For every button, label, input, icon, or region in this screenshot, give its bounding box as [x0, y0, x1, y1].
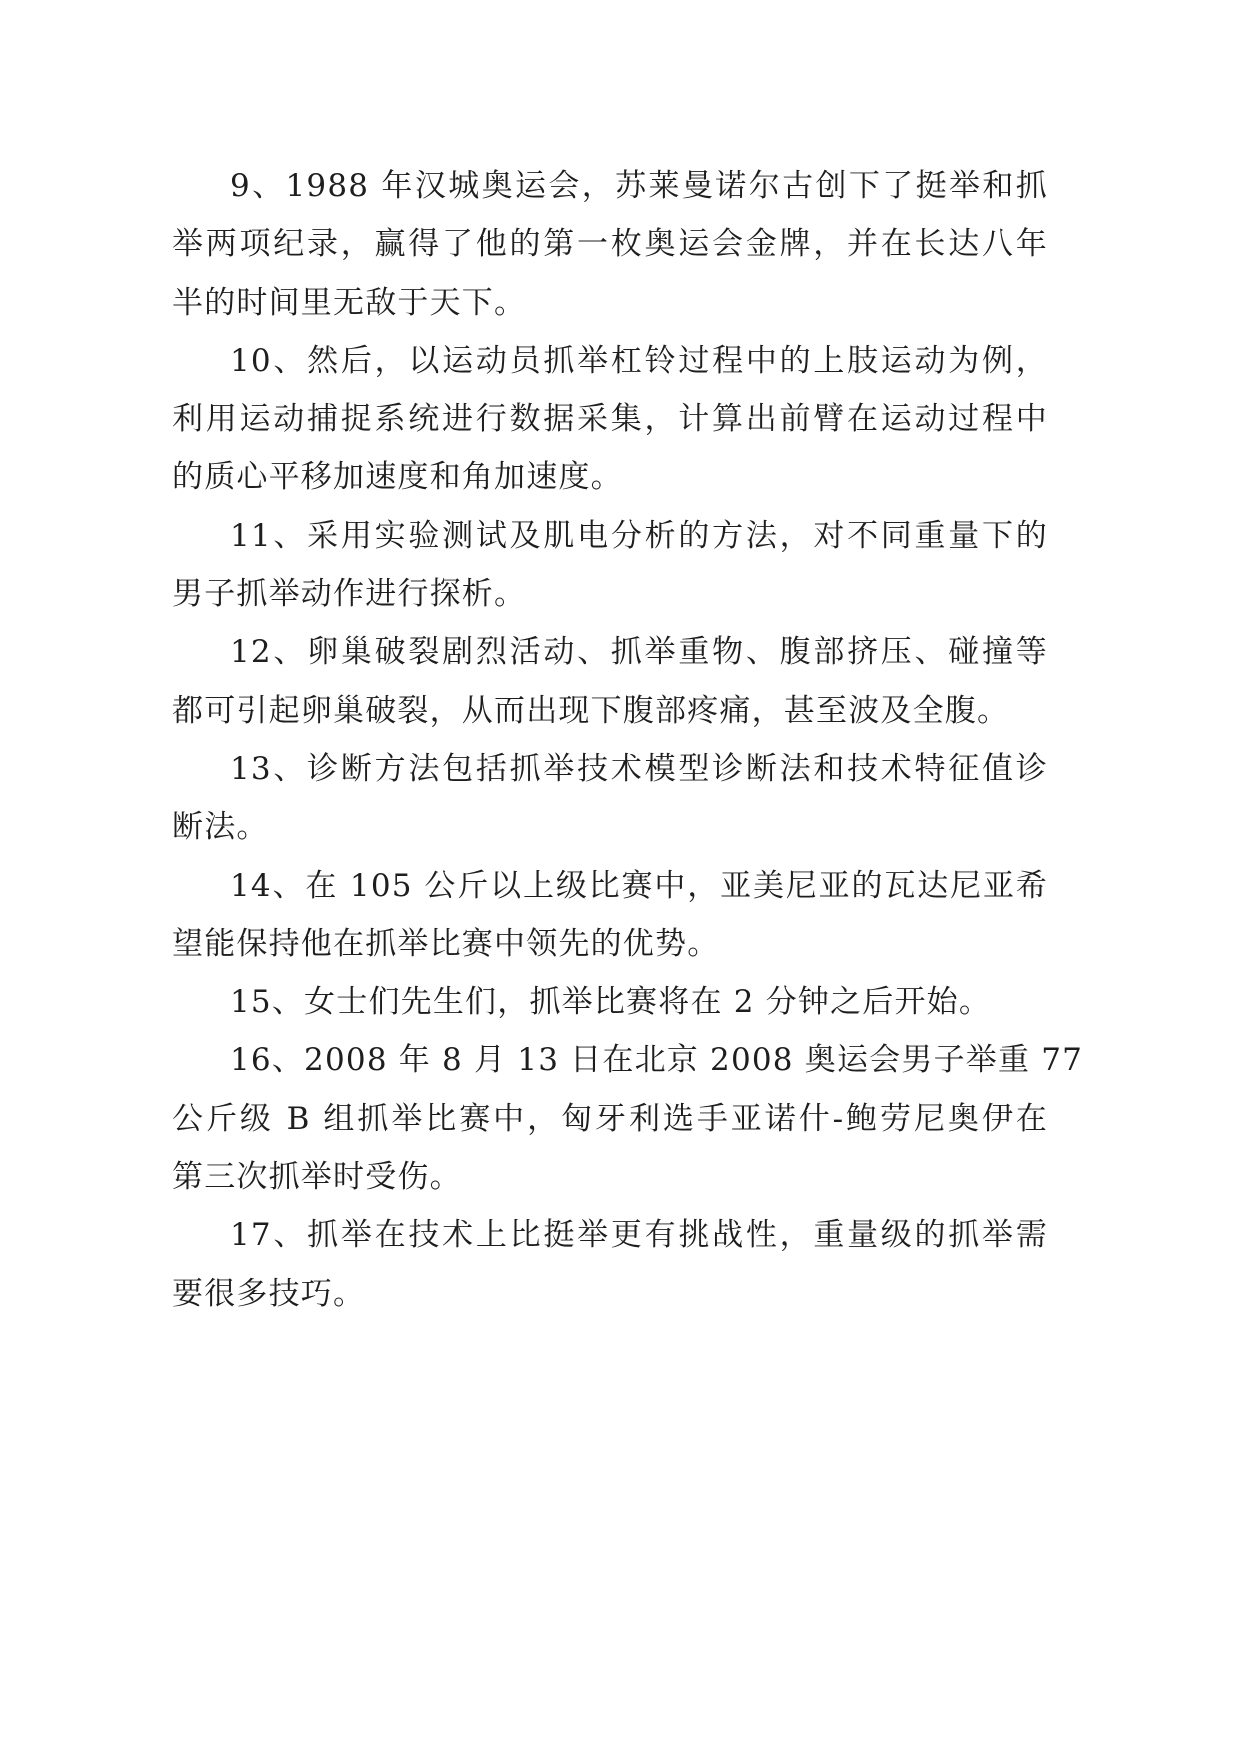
paragraph-line: 17、抓举在技术上比挺举更有挑战性，重量级的抓举需 [230, 1217, 1048, 1254]
paragraph-item-14 [172, 857, 1072, 974]
paragraph-line: 半的时间里无敌于天下。 [172, 284, 527, 321]
paragraph-line: 公斤级 B 组抓举比赛中，匈牙利选手亚诺什-鲍劳尼奥伊在 [172, 1100, 1048, 1137]
paragraph-line: 的质心平移加速度和角加速度。 [172, 459, 623, 496]
paragraph-line: 利用运动捕捉系统进行数据采集，计算出前臂在运动过程中 [172, 401, 1048, 438]
paragraph-line: 11、采用实验测试及肌电分析的方法，对不同重量下的 [230, 517, 1048, 554]
paragraph-item-13 [172, 740, 1072, 857]
paragraph-item-11 [172, 507, 1072, 624]
paragraph-line: 13、诊断方法包括抓举技术模型诊断法和技术特征值诊 [230, 750, 1048, 787]
paragraph-item-12 [172, 623, 1072, 740]
paragraph-item-15 [172, 973, 1072, 1031]
paragraph-item-17 [172, 1206, 1072, 1323]
paragraph-line: 望能保持他在抓举比赛中领先的优势。 [172, 925, 720, 962]
paragraph-line: 都可引起卵巢破裂，从而出现下腹部疼痛，甚至波及全腹。 [172, 692, 1010, 729]
paragraph-line: 16、2008 年 8 月 13 日在北京 2008 奥运会男子举重 77 [230, 1042, 1084, 1079]
paragraph-item-9 [172, 157, 1072, 332]
paragraph-line: 男子抓举动作进行探析。 [172, 576, 527, 613]
paragraph-item-10 [172, 332, 1072, 507]
paragraph-line: 9、1988 年汉城奥运会，苏莱曼诺尔古创下了挺举和抓 [230, 168, 1048, 204]
paragraph-line: 要很多技巧。 [172, 1275, 366, 1312]
document-body [172, 157, 1084, 1323]
paragraph-item-16 [172, 1031, 1084, 1206]
paragraph-line: 12、卵巢破裂剧烈活动、抓举重物、腹部挤压、碰撞等 [230, 634, 1048, 671]
paragraph-line: 断法。 [172, 809, 269, 846]
paragraph-line: 举两项纪录，赢得了他的第一枚奥运会金牌，并在长达八年 [172, 226, 1048, 263]
paragraph-line: 10、然后，以运动员抓举杠铃过程中的上肢运动为例， [230, 342, 1048, 379]
paragraph-line: 第三次抓举时受伤。 [172, 1159, 462, 1196]
paragraph-line: 15、女士们先生们，抓举比赛将在 2 分钟之后开始。 [230, 984, 992, 1021]
paragraph-line: 14、在 105 公斤以上级比赛中，亚美尼亚的瓦达尼亚希 [230, 867, 1048, 904]
